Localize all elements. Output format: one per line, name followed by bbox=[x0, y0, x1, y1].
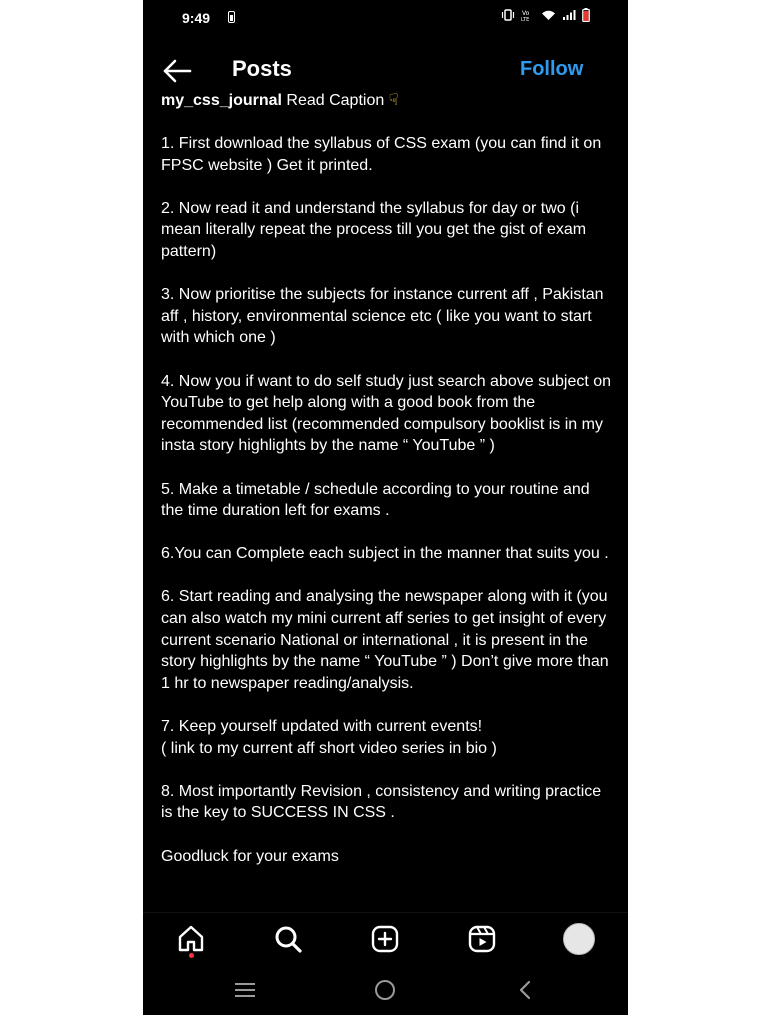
back-button[interactable] bbox=[161, 56, 195, 86]
profile-avatar bbox=[563, 923, 595, 955]
vibrate-icon bbox=[501, 9, 515, 21]
wifi-icon bbox=[541, 9, 556, 21]
caption-paragraph: 6.You can Complete each subject in the manner that suits you . bbox=[161, 545, 609, 563]
caption-header bbox=[161, 92, 398, 110]
svg-text:LTE: LTE bbox=[521, 17, 530, 21]
status-time: 9:49 bbox=[182, 10, 211, 26]
nav-create[interactable] bbox=[367, 921, 403, 957]
reels-icon bbox=[467, 924, 497, 954]
circle-icon bbox=[373, 978, 397, 1002]
home-system-button[interactable] bbox=[371, 978, 399, 1002]
battery-low-icon bbox=[582, 8, 590, 22]
caption-paragraph: 8. Most importantly Revision , consistency and writing practice is the key to SUCCESS IN CSS . bbox=[161, 782, 602, 822]
status-icons bbox=[501, 8, 590, 22]
nav-reels[interactable] bbox=[464, 921, 500, 957]
caption-paragraph: 5. Make a timetable / schedule according to your routine and the time duration left for exams . bbox=[161, 480, 590, 520]
svg-text:Vo: Vo bbox=[522, 10, 530, 17]
chevron-left-icon bbox=[515, 978, 535, 1002]
home-icon bbox=[176, 924, 206, 954]
create-post-icon bbox=[370, 924, 400, 954]
caption-paragraph: 1. First download the syllabus of CSS exam (you can find it on FPSC website ) Get it printed. bbox=[161, 135, 602, 174]
caption-paragraph: 6. Start reading and analysing the newspaper along with it (you can also watch my mini current aff series to get insight of every current scenario National or international , it is present in the story highlights by the name “ YouTube ” ) Don’t give more than 1 hr to newspaper reading/analysis. bbox=[161, 588, 609, 692]
signal-icon bbox=[562, 9, 576, 21]
notification-dot bbox=[189, 953, 194, 958]
caption-paragraph: Goodluck for your exams bbox=[161, 847, 339, 865]
battery-saver-icon bbox=[228, 11, 235, 23]
caption-intro: Read Caption bbox=[286, 92, 385, 109]
back-arrow-icon bbox=[161, 56, 195, 86]
recent-apps-button[interactable] bbox=[231, 978, 259, 1002]
follow-button[interactable]: Follow bbox=[520, 58, 584, 80]
nav-profile[interactable] bbox=[561, 921, 597, 957]
volte-icon bbox=[521, 9, 535, 21]
status-bar bbox=[143, 0, 628, 38]
caption-paragraph: 4. Now you if want to do self study just search above subject on YouTube to get help along with a good book from the recommended list (recommended compulsory booklist is in my insta story highlights by the name “ YouTube ” ) bbox=[161, 372, 612, 455]
system-nav-bar bbox=[143, 964, 628, 1015]
caption-paragraph: 3. Now prioritise the subjects for instance current aff , Pakistan aff , history, environmental science etc ( like you want to start with which one ) bbox=[161, 286, 604, 347]
pointing-down-emoji-icon: ☟ bbox=[388, 92, 399, 109]
post-caption bbox=[143, 92, 628, 912]
phone-screen bbox=[143, 0, 628, 1015]
nav-search[interactable] bbox=[270, 921, 306, 957]
back-system-button[interactable] bbox=[511, 978, 539, 1002]
bottom-nav bbox=[143, 912, 628, 965]
search-icon bbox=[273, 924, 303, 954]
caption-username[interactable]: my_css_journal bbox=[161, 92, 282, 109]
posts-header bbox=[143, 50, 628, 92]
caption-body bbox=[161, 133, 616, 889]
caption-paragraph: 2. Now read it and understand the syllabus for day or two (i mean literally repeat the process till you get the gist of exam pattern) bbox=[161, 199, 587, 260]
menu-lines-icon bbox=[233, 981, 257, 999]
page-title: Posts bbox=[232, 56, 292, 81]
nav-home[interactable] bbox=[173, 921, 209, 957]
caption-paragraph: 7. Keep yourself updated with current events! ( link to my current aff short video series in bio ) bbox=[161, 718, 497, 757]
